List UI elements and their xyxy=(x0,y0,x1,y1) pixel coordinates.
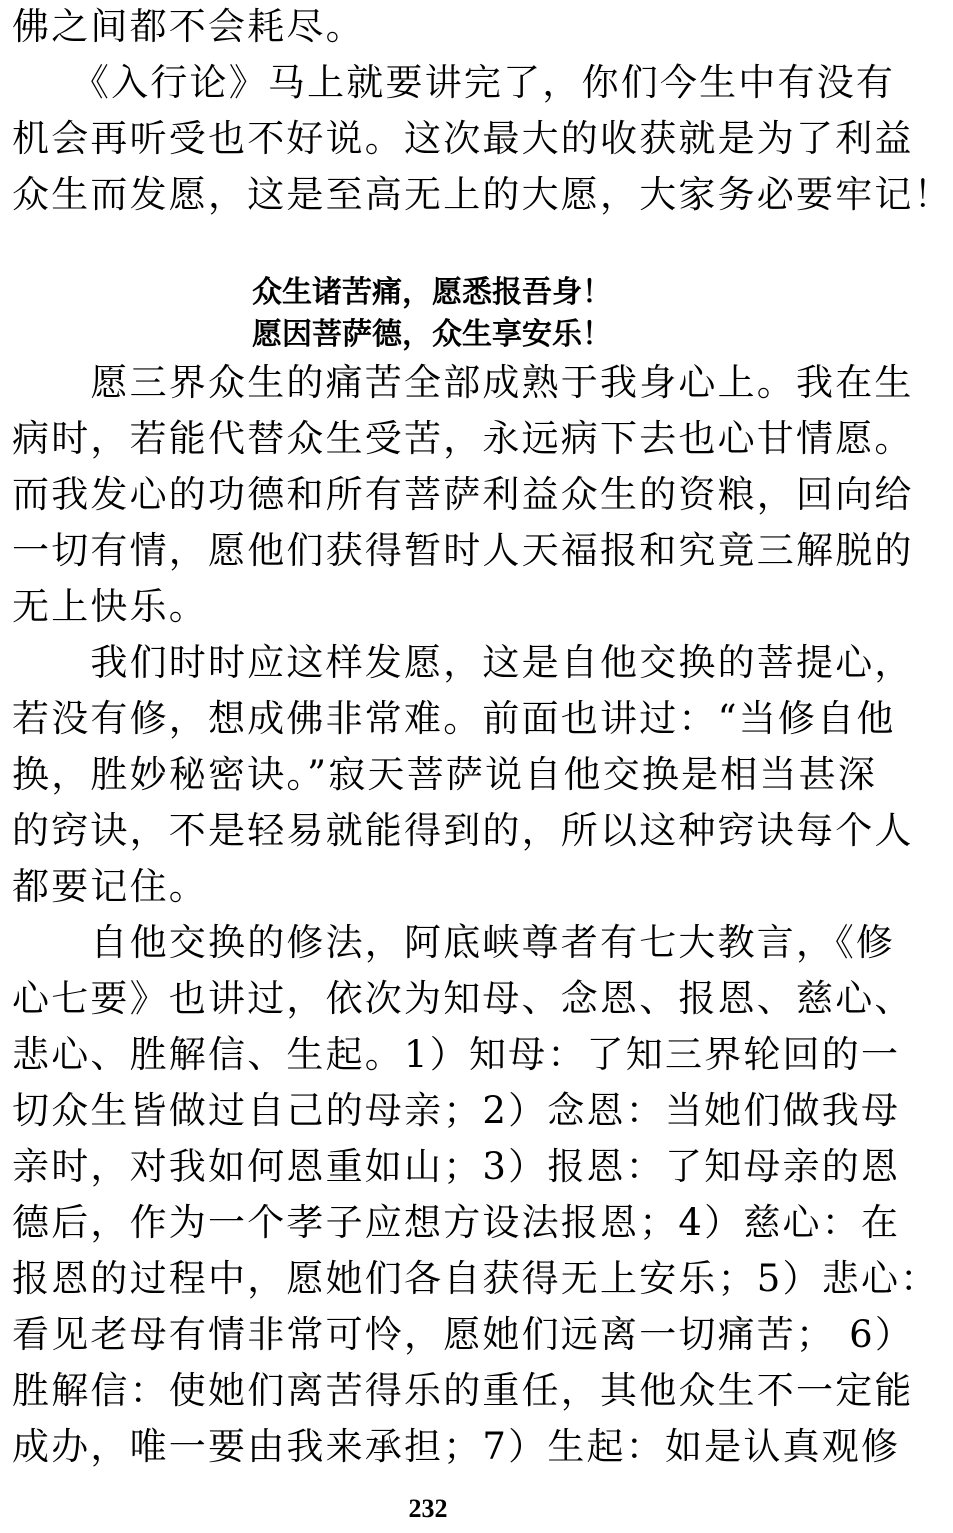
text-line-23: 报恩的过程中，愿她们各自获得无上安乐；5）悲心： xyxy=(12,1257,940,1300)
text-line-15: 的窍诀，不是轻易就能得到的，所以这种窍诀每个人 xyxy=(12,809,914,852)
text-line-1: 佛之间都不会耗尽。 xyxy=(12,5,365,48)
text-line-10: 一切有情，愿他们获得暂时人天福报和究竟三解脱的 xyxy=(12,529,914,572)
text-line-19: 悲心、胜解信、生起。1）知母：了知三界轮回的一 xyxy=(12,1033,901,1076)
text-line-11: 无上快乐。 xyxy=(12,585,208,628)
text-line-16: 都要记住。 xyxy=(12,865,208,908)
text-line-7: 愿三界众生的痛苦全部成熟于我身心上。我在生 xyxy=(12,361,914,404)
text-line-18: 心七要》也讲过，依次为知母、念恩、报恩、慈心、 xyxy=(12,977,914,1020)
text-line-13: 若没有修，想成佛非常难。前面也讲过：“当修自他 xyxy=(12,697,896,740)
text-line-22: 德后，作为一个孝子应想方设法报恩；4）慈心：在 xyxy=(12,1201,901,1244)
text-line-20: 切众生皆做过自己的母亲；2）念恩：当她们做我母 xyxy=(12,1089,901,1132)
page-number: 232 xyxy=(408,1494,448,1523)
text-line-26: 成办，唯一要由我来承担；7）生起：如是认真观修 xyxy=(12,1425,901,1468)
text-line-24: 看见老母有情非常可怜，愿她们远离一切痛苦； 6） xyxy=(12,1313,915,1356)
verse-line-1: 众生诸苦痛，愿悉报吾身！ xyxy=(252,275,612,310)
text-line-9: 而我发心的功德和所有菩萨利益众生的资粮，回向给 xyxy=(12,473,914,516)
verse-line-2: 愿因菩萨德，众生享安乐！ xyxy=(252,317,612,352)
text-line-4: 众生而发愿，这是至高无上的大愿，大家务必要牢记！ xyxy=(12,173,953,216)
text-line-8: 病时，若能代替众生受苦，永远病下去也心甘情愿。 xyxy=(12,417,914,460)
text-line-17: 自他交换的修法，阿底峡尊者有七大教言，《修 xyxy=(12,921,896,964)
text-line-3: 机会再听受也不好说。这次最大的收获就是为了利益 xyxy=(12,117,914,160)
text-line-14: 换，胜妙秘密诀。”寂天菩萨说自他交换是相当甚深 xyxy=(12,753,878,796)
text-line-12: 我们时时应这样发愿，这是自他交换的菩提心， xyxy=(12,641,914,684)
text-line-25: 胜解信：使她们离苦得乐的重任，其他众生不一定能 xyxy=(12,1369,914,1412)
text-line-21: 亲时，对我如何恩重如山；3）报恩：了知母亲的恩 xyxy=(12,1145,901,1188)
text-line-2: 《入行论》马上就要讲完了，你们今生中有没有 xyxy=(12,61,896,104)
